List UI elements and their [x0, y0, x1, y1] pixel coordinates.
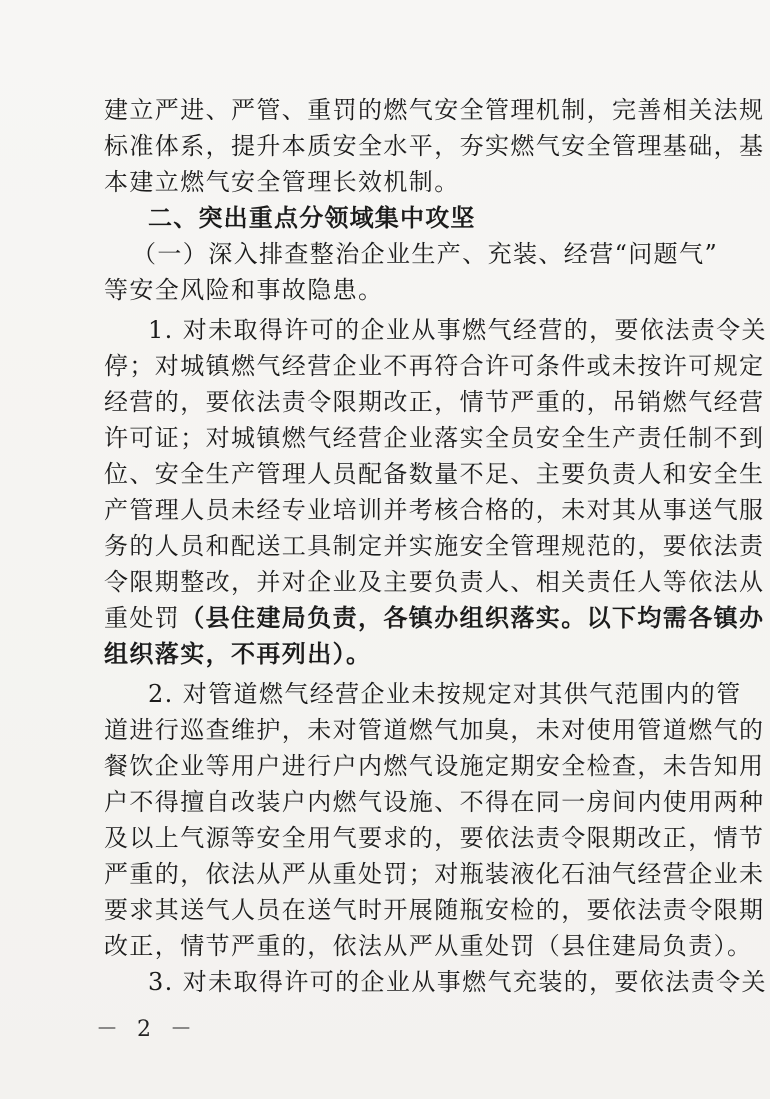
text-line-23: 要求其送气人员在送气时开展随瓶安检的，要依法责令限期 — [104, 896, 765, 924]
section-heading: 二、突出重点分领域集中攻坚 — [148, 204, 476, 232]
text-line-6: 等安全风险和事故隐患。 — [104, 276, 384, 304]
text-line-1: 建立严进、严管、重罚的燃气安全管理机制，完善相关法规 — [104, 96, 765, 124]
text-line-15 — [104, 600, 765, 636]
item-1-start: 1. 对未取得许可的企业从事燃气经营的，要依法责令关 — [148, 316, 767, 344]
responsibility-note: （县住建局负责，各镇办组织落实。以下均需各镇办 — [180, 603, 765, 632]
text-line-15-plain: 重处罚 — [104, 604, 181, 632]
text-line-24: 改正，情节严重的，依法从严从重处罚（县住建局负责）。 — [104, 932, 753, 960]
text-line-9: 经营的，要依法责令限期改正，情节严重的，吊销燃气经营 — [104, 388, 765, 416]
text-line-21: 及以上气源等安全用气要求的，要依法责令限期改正，情节 — [104, 824, 765, 852]
text-line-8: 停；对城镇燃气经营企业不再符合许可条件或未按许可规定 — [104, 352, 765, 380]
text-line-10: 许可证；对城镇燃气经营企业落实全员安全生产责任制不到 — [104, 424, 765, 452]
text-line-19: 餐饮企业等用户进行户内燃气设施定期安全检查，未告知用 — [104, 752, 765, 780]
text-line-3: 本建立燃气安全管理长效机制。 — [104, 168, 460, 196]
text-line-14: 令限期整改，并对企业及主要负责人、相关责任人等依法从 — [104, 568, 765, 596]
text-line-18: 道进行巡查维护，未对管道燃气加臭，未对使用管道燃气的 — [104, 716, 765, 744]
text-line-16: 组织落实，不再列出）。 — [104, 639, 372, 668]
text-line-13: 务的人员和配送工具制定并实施安全管理规范的，要依法责 — [104, 532, 765, 560]
subsection-heading: （一）深入排查整治企业生产、充装、经营“问题气” — [132, 240, 719, 268]
item-2-start: 2. 对管道燃气经营企业未按规定对其供气范围内的管 — [148, 680, 742, 708]
text-line-11: 位、安全生产管理人员配备数量不足、主要负责人和安全生 — [104, 460, 765, 488]
item-3-start: 3. 对未取得许可的企业从事燃气充装的，要依法责令关 — [148, 968, 767, 996]
text-line-22: 严重的，依法从严从重处罚；对瓶装液化石油气经营企业未 — [104, 860, 765, 888]
text-line-2: 标准体系，提升本质安全水平，夯实燃气安全管理基础，基 — [104, 132, 765, 160]
page-number: － 2 － — [96, 1017, 198, 1042]
text-line-20: 户不得擅自改装户内燃气设施、不得在同一房间内使用两种 — [104, 788, 765, 816]
text-line-12: 产管理人员未经专业培训并考核合格的，未对其从事送气服 — [104, 496, 765, 524]
